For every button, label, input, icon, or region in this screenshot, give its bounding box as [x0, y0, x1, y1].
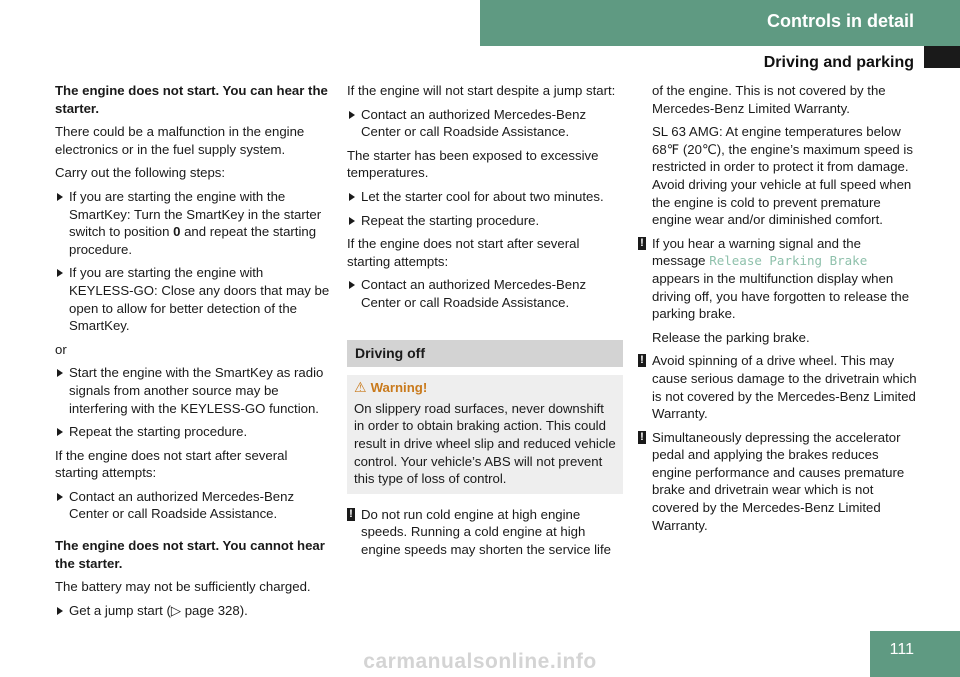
note-text: Avoid spinning of a drive wheel. This may cause serious damage to the drivetrain which is not covered by the Mercedes-Benz Limited Warranty.	[652, 353, 917, 422]
bullet-text: and repeat the starting procedure.	[69, 224, 317, 257]
paragraph-amg: SL 63 AMG: At engine temperatures below 68℉ (20℃), the engine’s maximum speed is restricted in order to protect it from damage. Avoid driving your vehicle at full speed when the engine is cold to prevent premature engine wear and/or diminished comfort.	[652, 124, 913, 228]
note-item	[638, 235, 918, 323]
warning-box	[347, 375, 623, 494]
header-tab-marker	[924, 46, 960, 68]
column-1	[55, 82, 330, 625]
column-2	[347, 82, 623, 564]
warning-title	[354, 379, 616, 397]
heading-cannot-hear-starter: The engine does not start. You cannot hear the starter.	[55, 538, 325, 571]
paragraph: If the engine does not start after several starting attempts:	[347, 236, 580, 269]
bullet-item: Contact an authorized Mercedes-Benz Center or call Roadside Assistance.	[347, 106, 623, 141]
warning-triangle-icon: ⚠	[354, 379, 367, 396]
paragraph: The starter has been exposed to excessive temperatures.	[347, 147, 599, 181]
note-text: appears in the multifunction display when driving off, you have forgotten to release the parking brake.	[652, 270, 910, 322]
bullet-item: If you are starting the engine with KEYLESS-GO: Close any doors that may be open to allow for better detection of the SmartKey.	[55, 264, 330, 334]
note-item	[347, 506, 623, 559]
bullet-item: Let the starter cool for about two minutes.	[347, 188, 623, 206]
subsection-title: Driving and parking	[763, 54, 914, 71]
page-number: 111	[870, 631, 960, 677]
paragraph: If the engine does not start after several starting attempts:	[55, 447, 288, 481]
section-heading-driving-off: Driving off	[347, 340, 623, 368]
bullet-item: Contact an authorized Mercedes-Benz Center or call Roadside Assistance.	[347, 276, 623, 311]
note-item	[638, 429, 918, 535]
bullet-item: Start the engine with the SmartKey as radio signals from another source may be interfering with the KEYLESS-GO function.	[55, 364, 330, 417]
column-3	[638, 82, 918, 540]
position-zero: 0	[173, 224, 181, 240]
page-reference-link[interactable]: page 328).	[181, 602, 248, 618]
watermark: carmanualsonline.info	[363, 650, 597, 673]
paragraph: There could be a malfunction in the engine electronics or in the fuel supply system.	[55, 124, 305, 157]
page-ref-arrow-icon: ▷	[170, 602, 182, 618]
note-text: Do not run cold engine at high engine speeds. Running a cold engine at high engine speeds may shorten the service life	[361, 506, 611, 557]
exclamation-icon: !	[638, 237, 646, 250]
bullet-item: Contact an authorized Mercedes-Benz Center or call Roadside Assistance.	[55, 488, 330, 523]
section-header: Controls in detail	[480, 0, 960, 46]
bullet-item	[55, 602, 330, 620]
exclamation-icon: !	[638, 354, 646, 367]
paragraph: If the engine will not start despite a jump start:	[347, 83, 616, 98]
note-text: Simultaneously depressing the accelerator pedal and applying the brakes reduces engine performance and causes premature brake and drivetrain wear which is not covered by the Mercedes-Benz Limited Warranty.	[652, 429, 905, 533]
note-item	[638, 352, 918, 422]
note-text: If you hear a warning signal and the message	[652, 235, 861, 269]
bullet-text: Get a jump start (	[69, 602, 171, 618]
bullet-item	[55, 188, 330, 258]
exclamation-icon: !	[347, 508, 355, 521]
paragraph: The battery may not be sufficiently charged.	[55, 579, 311, 595]
bullet-text: If you are starting the engine with the SmartKey: Turn the SmartKey in the starter switch to position	[69, 188, 322, 240]
note-continuation: Release the parking brake.	[652, 329, 810, 345]
or-text: or	[55, 341, 67, 357]
heading-hear-starter: The engine does not start. You can hear the starter.	[55, 83, 328, 116]
bullet-item: Repeat the starting procedure.	[347, 212, 623, 230]
bullet-item: Repeat the starting procedure.	[55, 423, 330, 441]
exclamation-icon: !	[638, 431, 646, 444]
warning-text: On slippery road surfaces, never downshift in order to obtain braking action. This could result in drive wheel slip and reduced vehicle control. Your vehicle’s ABS will not prevent this type of loss of control.	[354, 400, 616, 487]
display-message: Release Parking Brake	[709, 253, 868, 269]
paragraph: Carry out the following steps:	[55, 165, 226, 181]
note-continuation: of the engine. This is not covered by the Mercedes-Benz Limited Warranty.	[652, 83, 886, 116]
warning-title-text: Warning!	[370, 380, 428, 396]
